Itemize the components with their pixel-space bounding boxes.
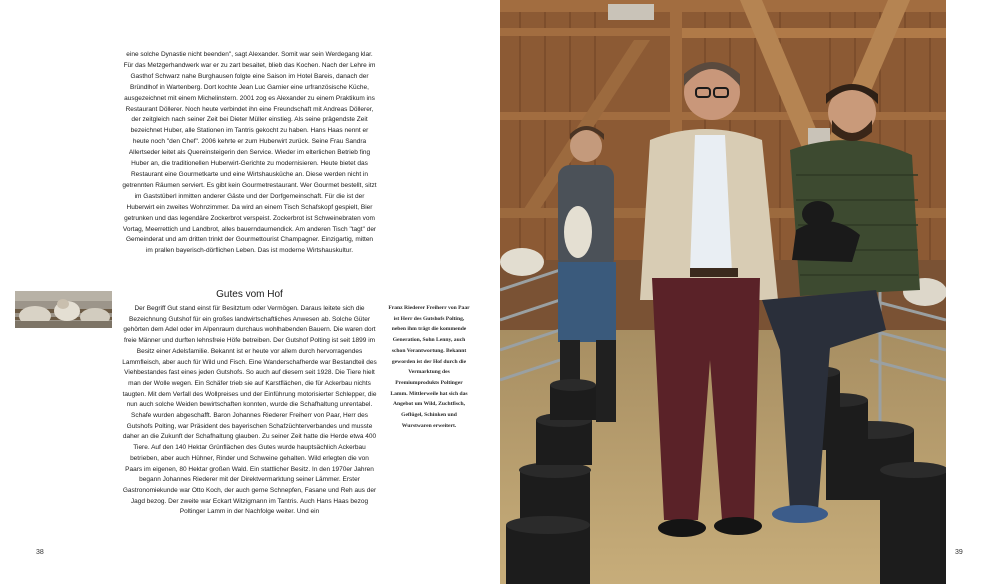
- text-column-main: [122, 304, 377, 518]
- text-column-top: [122, 50, 377, 257]
- body-paragraph: eine solche Dynastie nicht beenden", sagt Alexander. Somit war sein Werdegang klar. Für das Metzgerhandwerk war er zu zart besaitet, blieb das Kochen. Nach der Lehre im Gasthof Schwarz nahe Burghausen folgte eine Saison im Hotel Bareis, danach der Bründlhof in Wartenberg. Dort kochte Jean Luc Garnier eine urfranzösische Küche, ausgezeichnet mit einem Michelinstern. 2001 zog es Alexander zu einem Praktikum ins Restaurant Döllerer. Noch heute verbindet ihn eine Freundschaft mit Andreas Döllerer, der zeitgleich nach seiner Zeit bei Dieter Müller einstieg. Als seine prägendste Zeit bezeichnet Huber, alle Stationen im Tantris gekocht zu haben. Hans Haas nennt er heute noch "den Chef". 2006 kehrte er zum Huberwirt zurück. Seine Frau Sandra Allertseder leitet als Quereinsteigerin den Service. Wieder im elterlichen Betrieb fing Huber an, die traditionellen Huberwirt-Gerichte zu modernisieren. Heute bietet das Restaurant eine Gourmetkarte und eine Wirtshausküche an. Diese werden nicht in getrennten Räumen serviert. Es gibt kein Gourmetrestaurant. Wer Gourmet bestellt, sitzt im Gaststüberl inmitten anderer Gäste und der Dorfgemeinschaft. Für die ist der Huberwirt ein zweites Wohnzimmer. Da wird an einem Tisch Schafskopf gespielt, Bier getrunken und das legendäre Zockerbrot verspeist. Zockerbrot ist Schweinebraten vom Vortag, Meerrettich und Landbrot, alles bauerndaumendick. Am anderen Tisch "tagt" der Gemeinderat und am dritten trinkt der Gourmettourist Champagner. Einzigartig, mitten im prallen bayerisch-dörflichen Leben. Das ist moderne Wirtshauskultur.: [122, 51, 377, 255]
- body-paragraph: Der Begriff Gut stand einst für Besitztum oder Vermögen. Daraus leitete sich die Bezeichnung Gutshof für ein großes landwirtschaftliches Anwesen ab. Solche Güter gehörten dem Adel oder im Alpenraum durchaus wohlhabenden Bauern. Die waren dort freie Männer und durften lehnsfreie Höfe betreiben. Der Gutshof Polting ist seit 1899 im Besitz einer Adelsfamilie. Bekannt ist er heute vor allem durch hervorragendes Lammfleisch, aber auch für Wild und Fisch. Eine Wanderschafherde war Bestandteil des Viehbestandes fast eines jeden Gutshofs. So auch auf diesem seit 1928. Die Tiere hielt man der Wolle wegen. Ein Schäfer trieb sie auf Karstflächen, die für Ackerbau nichts taugten. Mit dem Verfall des Wollpreises und der Einführung motorisierter Schlepper, die nun auch solche Weiden bewirtschaften konnten, wurde die Schafhaltung unrentabel. Schafe wurden abgeschafft. Baron Johannes Riederer Freiherr von Paar, Herr des Gutshofs Polting, war Präsident des bayerischen Schafzüchterverbandes und musste daher an die Zukunft der Schafhaltung glauben. Zu seiner Zeit hatte die Herde etwa 400 Tiere. Auf den 140 Hektar Grünflächen des Gutes wurde hauptsächlich Ackerbau betrieben, aber auch Hühner, Rinder und Schweine gehalten. Wild erlegten die von Paars im eigenen, 80 Hektar großen Wald. Ein stattlicher Besitz. In den 1970er Jahren begann Johannes Riederer mit der Direktvermarktung seiner Lämmer. Erster Gastronomiekunde war Otto Koch, der auch gerne Schnepfen, Fasane und Reh aus der Jagd bezog. Der zweite war Eckart Witzigmann im Tantris. Auch Hans Haas bezog Poltinger Lamm in der Nachfolge weiter. Und ein: [122, 305, 377, 516]
- photo-caption: Franz Riederer Freiherr von Paar ist Herr des Gutshofs Polting, neben ihm trägt die kommende Generation, Sohn Lenny, auch schon Verantwortung. Bekannt geworden ist der Hof durch die Vermarktung des Premiumprodukts Poltinger Lamm. Mittlerweile hat sich das Angebot um Wild, Zuchtfisch, Geflügel, Schinken und Wurstwaren erweitert.: [388, 305, 470, 429]
- section-heading: Gutes vom Hof: [216, 289, 283, 300]
- page-number-left: 38: [36, 549, 44, 556]
- sheep-thumbnail-image: [15, 291, 112, 328]
- page-number-right: 39: [955, 549, 963, 556]
- farm-portrait-photo: [500, 0, 946, 584]
